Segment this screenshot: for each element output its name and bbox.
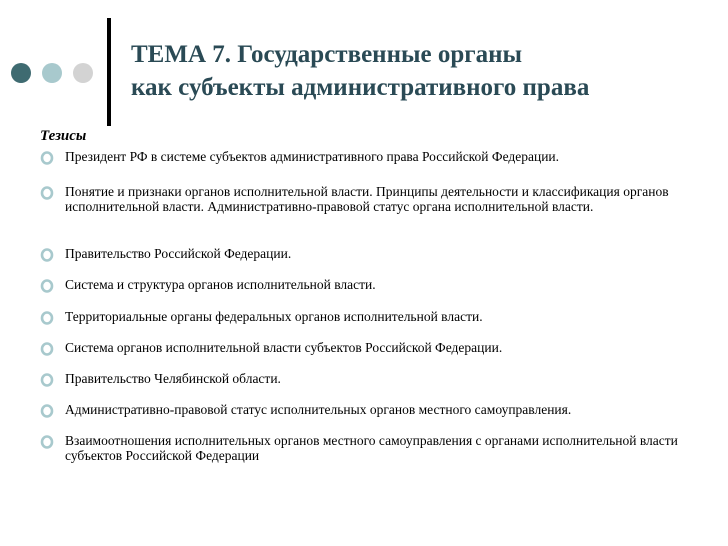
decor-dot-gray <box>73 63 93 83</box>
decor-dot-dark <box>11 63 31 83</box>
slide-title-line-1: ТЕМА 7. Государственные органы <box>131 41 523 68</box>
list-item-text: Правительство Челябинской области. <box>65 371 281 386</box>
bullet-icon <box>40 310 56 326</box>
list-item-text: Президент РФ в системе субъектов административного права Российской Федерации. <box>65 149 560 164</box>
bullet-icon <box>40 247 56 263</box>
list-item-text: Система и структура органов исполнительной власти. <box>65 277 376 292</box>
bullet-icon <box>40 150 56 166</box>
slide-title <box>131 38 711 104</box>
bullet-icon <box>40 278 56 294</box>
list-item-text: Взаимоотношения исполнительных органов местного самоуправления с органами исполнительной власти субъектов Российской Федерации <box>65 433 678 463</box>
bullet-icon <box>40 434 56 450</box>
list-item-text: Понятие и признаки органов исполнительной власти. Принципы деятельности и классификация органов исполнительной власти. Административно-правовой статус органа исполнительной власти. <box>65 184 669 214</box>
bullet-icon <box>40 185 56 201</box>
title-divider-line <box>107 18 111 126</box>
bullet-icon <box>40 403 56 419</box>
section-subtitle: Тезисы <box>40 128 87 144</box>
slide-title-line-2: как субъекты административного права <box>131 74 590 101</box>
list-item-text: Территориальные органы федеральных органов исполнительной власти. <box>65 309 483 324</box>
decor-dot-light <box>42 63 62 83</box>
bullet-icon <box>40 341 56 357</box>
list-item-text: Административно-правовой статус исполнительных органов местного самоуправления. <box>65 402 572 417</box>
list-item-text: Правительство Российской Федерации. <box>65 246 292 261</box>
list-item-text: Система органов исполнительной власти субъектов Российской Федерации. <box>65 340 503 355</box>
bullet-icon <box>40 372 56 388</box>
